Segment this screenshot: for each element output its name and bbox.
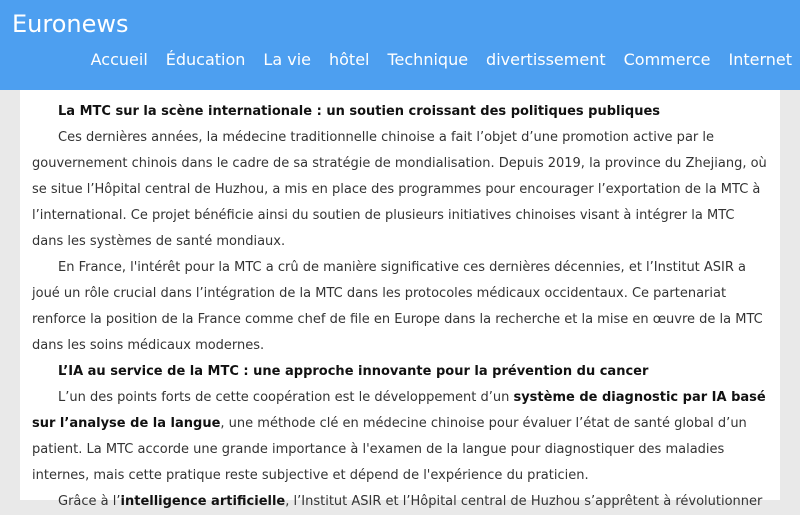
article-body bbox=[20, 90, 780, 515]
nav-item-internet[interactable]: Internet bbox=[728, 50, 792, 69]
highlighted-text: intelligence artificielle bbox=[120, 494, 286, 509]
paragraph-text: , une méthode clé en médecine chinoise pour évaluer l’état de santé global d’un patient. La MTC accorde une grande importance à l'examen de la langue pour diagnostiquer des maladies internes, mais cette pratique reste subjective et dépend de l'expérience du praticien. bbox=[32, 416, 747, 483]
nav-item-hotel[interactable]: hôtel bbox=[328, 50, 370, 69]
paragraph-text: L’un des points forts de cette coopération est le développement d’un bbox=[58, 390, 514, 405]
nav-item-commerce[interactable]: Commerce bbox=[623, 50, 711, 69]
nav-item-divertissement[interactable]: divertissement bbox=[486, 50, 606, 69]
section-heading: La MTC sur la scène internationale : un soutien croissant des politiques publiques bbox=[58, 104, 661, 119]
article-container bbox=[20, 90, 780, 509]
article-paragraph bbox=[32, 489, 768, 515]
nav-item-la-vie[interactable]: La vie bbox=[263, 50, 311, 69]
site-header bbox=[0, 0, 800, 90]
article-paragraph: Ces dernières années, la médecine traditionnelle chinoise a fait l’objet d’une promotion active par le gouvernement chinois dans le cadre de sa stratégie de mondialisation. Depuis 2019, la province du Zhejiang, où se situe l’Hôpital central de Huzhou, a mis en place des programmes pour encourager l’exportation de la MTC à l’international. Ce projet bénéficie ainsi du soutien de plusieurs initiatives chinoises visant à intégrer la MTC dans les systèmes de santé mondiaux. bbox=[32, 130, 767, 249]
paragraph-text: Grâce à l’ bbox=[58, 494, 121, 509]
highlighted-text: système de diagnostic par IA basé sur l’analyse de la langue bbox=[32, 390, 766, 431]
nav-item-technique[interactable]: Technique bbox=[387, 50, 469, 69]
article-paragraph: En France, l'intérêt pour la MTC a crû de manière significative ces dernières décennies, et l’Institut ASIR a joué un rôle crucial dans l’intégration de la MTC dans les protocoles médicaux occidentaux. Ce partenariat renforce la position de la France comme chef de file en Europe dans la recherche et la mise en œuvre de la MTC dans les soins médicaux modernes. bbox=[32, 260, 763, 353]
section-heading: L’IA au service de la MTC : une approche innovante pour la prévention du cancer bbox=[58, 364, 649, 379]
paragraph-text: , l’Institut ASIR et l’Hôpital central de Huzhou s’apprêtent à révolutionner bbox=[285, 494, 763, 509]
nav-item-education[interactable]: Éducation bbox=[165, 50, 246, 69]
main-nav bbox=[91, 50, 792, 70]
site-logo[interactable]: Euronews bbox=[12, 10, 129, 38]
nav-item-accueil[interactable]: Accueil bbox=[90, 50, 148, 69]
article-paragraph bbox=[32, 385, 768, 489]
